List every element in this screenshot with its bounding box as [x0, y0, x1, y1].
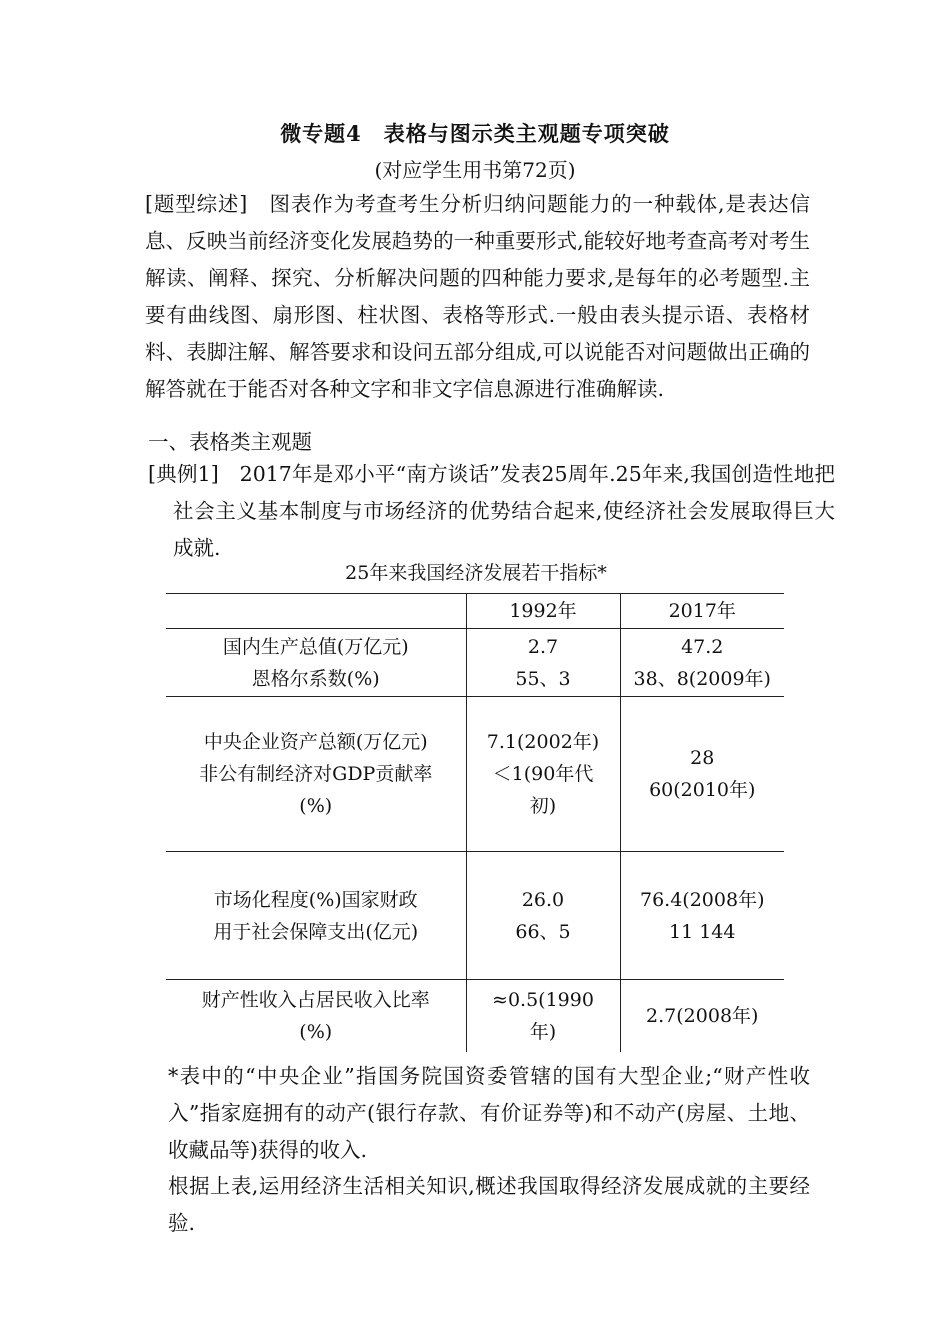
- value-cell-2017: [620, 629, 784, 697]
- question-paragraph: 根据上表,运用经济生活相关知识,概述我国取得经济发展成就的主要经验.: [168, 1174, 810, 1235]
- cell-text: 市场化程度(%)国家财政: [213, 888, 418, 911]
- value-cell-1992: [466, 629, 620, 697]
- table-caption: 25年来我国经济发展若干指标*: [345, 562, 607, 584]
- cell-text: 38、8(2009年): [633, 667, 771, 690]
- indicator-table: [166, 593, 784, 1052]
- cell-text: (%): [299, 795, 333, 817]
- cell-text: 2.7(2008年): [646, 1004, 759, 1027]
- cell-text: ≈0.5(1990: [492, 988, 594, 1011]
- header-cell-blank: [166, 594, 466, 629]
- indicator-cell: [166, 980, 466, 1052]
- cell-text: (%): [299, 1020, 333, 1043]
- cell-text: 年): [529, 1020, 557, 1043]
- indicator-cell: [166, 852, 466, 980]
- header-cell-2017: 2017年: [620, 594, 784, 629]
- table-header-row: [166, 594, 784, 629]
- value-cell-1992: [466, 980, 620, 1052]
- value-cell-2017: [620, 852, 784, 980]
- cell-text: 11 144: [669, 920, 736, 943]
- cell-text: 66、5: [515, 920, 571, 943]
- section-heading: 一、表格类主观题: [148, 430, 312, 454]
- cell-text: 26.0: [521, 888, 565, 911]
- cell-text: 用于社会保障支出(亿元): [213, 920, 419, 943]
- table-footnote: *表中的“中央企业”指国务院国资委管辖的国有大型企业;“财产性收入”指家庭拥有的动产(银行存款、有价证券等)和不动产(房屋、土地、收藏品等)获得的收入.: [168, 1064, 810, 1162]
- cell-text: 2.7: [527, 635, 559, 658]
- value-cell-1992: [466, 852, 620, 980]
- value-cell-1992: [466, 697, 620, 852]
- overview-paragraph: [题型综述] 图表作为考查考生分析归纳问题能力的一种载体,是表达信息、反映当前经济变化发展趋势的一种重要形式,能较好地考查高考对考生解读、阐释、探究、分析解决问题的四种能力要求,是每年的必考题型.主要有曲线图、扇形图、柱状图、表格等形式.一般由表头提示语、表格材料、表脚注解、解答要求和设问五部分组成,可以说能否对问题做出正确的解答就在于能否对各种文字和非文字信息源进行准确解读.: [145, 192, 810, 401]
- value-cell-2017: [620, 697, 784, 852]
- cell-text: 47.2: [681, 635, 724, 658]
- cell-text: ＜1(90年代: [492, 763, 594, 785]
- table-row: [166, 697, 784, 852]
- cell-text: 初): [529, 795, 557, 817]
- page-title: 微专题4 表格与图示类主观题专项突破: [280, 121, 670, 146]
- indicator-cell: [166, 629, 466, 697]
- cell-text: 55、3: [515, 667, 571, 690]
- cell-text: 非公有制经济对GDP贡献率: [199, 763, 433, 785]
- header-cell-1992: 1992年: [466, 594, 620, 629]
- cell-text: 28: [690, 747, 715, 769]
- table-row: [166, 980, 784, 1052]
- cell-text: 恩格尔系数(%): [251, 667, 380, 690]
- table-row: [166, 629, 784, 697]
- example-paragraph: [典例1] 2017年是邓小平“南方谈话”发表25周年.25年来,我国创造性地把社会主义基本制度与市场经济的优势结合起来,使经济社会发展取得巨大成就.: [148, 462, 835, 560]
- table-row: [166, 852, 784, 980]
- cell-text: 76.4(2008年): [640, 888, 765, 911]
- cell-text: 60(2010年): [649, 779, 756, 801]
- cell-text: 中央企业资产总额(万亿元): [203, 731, 428, 753]
- indicator-cell: [166, 697, 466, 852]
- value-cell-2017: [620, 980, 784, 1052]
- cell-text: 财产性收入占居民收入比率: [201, 988, 430, 1011]
- cell-text: 7.1(2002年): [486, 731, 600, 753]
- page-subtitle: (对应学生用书第72页): [374, 158, 576, 182]
- cell-text: 国内生产总值(万亿元): [222, 635, 409, 658]
